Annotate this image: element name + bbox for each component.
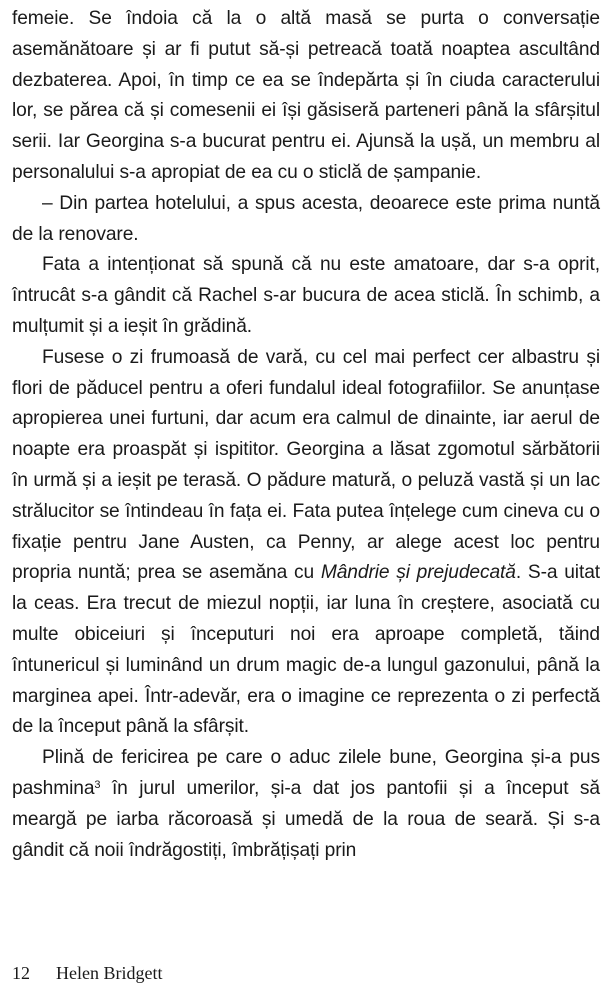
running-author: Helen Bridgett [56, 963, 163, 983]
paragraph-5 [12, 743, 600, 866]
text-run: Plină de fericirea pe care o aduc zilele bune, Georgina și-a pus pashmina [12, 747, 600, 799]
book-page [12, 0, 600, 1000]
paragraph-2-dialogue [12, 189, 600, 251]
paragraph-4 [12, 343, 600, 743]
book-title-italic: Mândrie și prejudecată [320, 562, 516, 584]
text-run: Fusese o zi frumoasă de vară, cu cel mai perfect cer albastru și flori de păducel pentru a oferi fundalul ideal fotografiilor. Se anunțase apropierea unei furtuni, dar acum era calmul de dinainte, iar aerul de noapte era proaspăt și ispititor. Georgina a lăsat zgomotul sărbătorii în urmă și a ieșit pe terasă. O pădure matură, o peluză vastă și un lac strălucitor se întindeau în fața ei. Fata putea înțelege cum cineva cu o fixație pentru Jane Austen, ca Penny, ar alege acest loc pentru propria nuntă; prea se asemăna cu [12, 346, 600, 584]
page-footer [12, 963, 162, 984]
text-run: . S-a uitat la ceas. Era trecut de miezul nopții, iar luna în creștere, asociată cu multe obiceiuri și începuturi noi era aproape completă, tăind întunericul și luminând un drum magic de-a lungul gazonului, până la marginea apei. Într-adevăr, era o imagine ce reprezenta o zi perfectă de la început până la sfârșit. [12, 562, 600, 738]
paragraph-1 [12, 4, 600, 189]
paragraph-3 [12, 250, 600, 342]
text-run: – Din partea hotelului, a spus acesta, deoarece este prima nuntă de la renovare. [12, 192, 600, 245]
body-text [12, 0, 600, 866]
text-run: Fata a intenționat să spună că nu este amatoare, dar s-a oprit, întrucât s-a gândit că Rachel s-ar bucura de acea sticlă. În schimb, a mulțumit și a ieșit în grădină. [12, 254, 600, 337]
text-run: femeie. Se îndoia că la o altă masă se purta o conversație asemănătoare și ar fi putut să-și petreacă toată noaptea ascultând dezbaterea. Apoi, în timp ce ea se îndepărta și în ciuda caracterului lor, se părea că și comesenii ei își găsiseră parteneri până la sfârșitul serii. Iar Georgina s-a bucurat pentru ei. Ajunsă la ușă, un membru al personalului s-a apropiat de ea cu o sticlă de șampanie. [12, 8, 600, 183]
page-number: 12 [12, 963, 30, 983]
footnote-marker[interactable]: 3 [94, 778, 101, 791]
text-run: în jurul umerilor, și-a dat jos pantofii și a început să meargă pe iarba răcoroasă și umedă de la roua de seară. Și s-a gândit că noii îndrăgostiți, îmbrățișați prin [12, 777, 600, 861]
